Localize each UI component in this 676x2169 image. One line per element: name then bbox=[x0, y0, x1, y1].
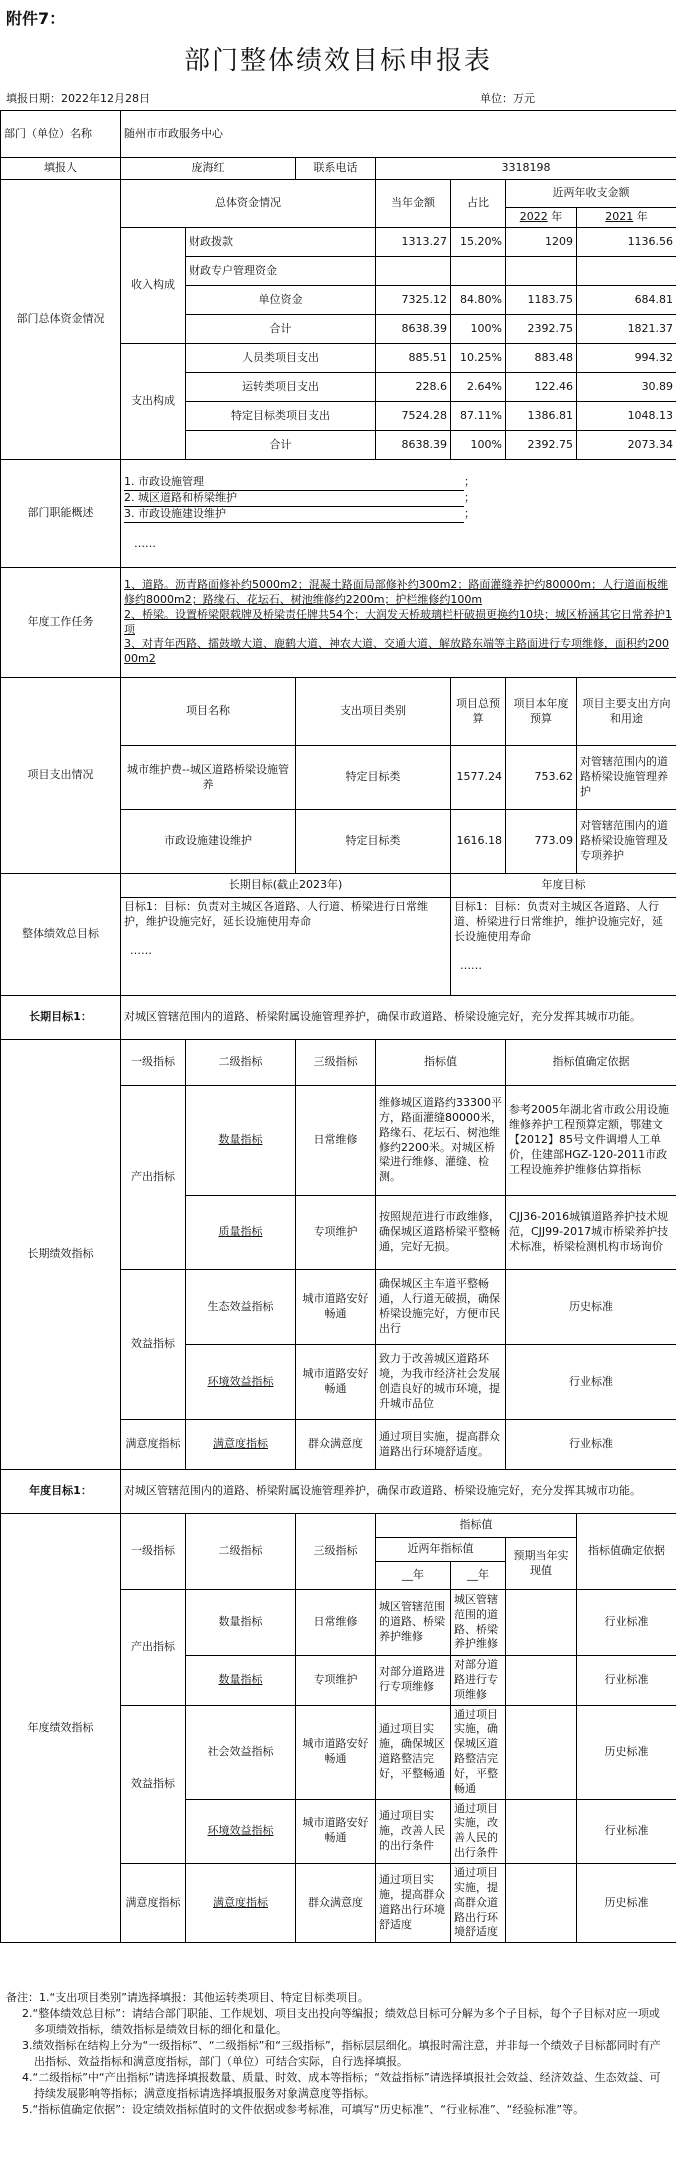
year-l2: 数量指标 bbox=[186, 1656, 296, 1706]
funds-overall-header: 总体资金情况 bbox=[121, 180, 376, 228]
year-l2: 满意度指标 bbox=[186, 1863, 296, 1942]
task-item: 1、道路。沥青路面修补约5000m2；混凝土路面局部修补约300m2；路面灌缝养护约80000m；人行道面板维修约8000m2；路缘石、花坛石、树池维修约2200m；护栏维修约100m bbox=[124, 577, 669, 606]
year-l2: 环境效益指标 bbox=[186, 1799, 296, 1863]
expend-name: 运转类项目支出 bbox=[186, 373, 376, 402]
income-ratio: 15.20% bbox=[451, 228, 506, 257]
expend-name: 特定目标类项目支出 bbox=[186, 402, 376, 431]
long-satisfy-label: 满意度指标 bbox=[121, 1420, 186, 1470]
year-value-b: 通过项目实施，确保城区道路整洁完好，平整畅通 bbox=[451, 1705, 506, 1799]
filler-label: 填报人 bbox=[1, 158, 121, 180]
long-value: 确保城区主车道平整畅通，人行道无破损，确保桥梁设施完好，方便市民出行 bbox=[376, 1270, 506, 1345]
year-expect bbox=[506, 1590, 577, 1656]
income-year1: 1183.75 bbox=[506, 286, 577, 315]
duty-label: 部门职能概述 bbox=[1, 460, 121, 568]
income-ratio bbox=[451, 257, 506, 286]
project-type: 特定目标类 bbox=[296, 746, 451, 810]
year-perf-recent-header: 近两年指标值 bbox=[376, 1538, 506, 1562]
expend-ratio: 100% bbox=[451, 431, 506, 460]
long-l3: 专项维护 bbox=[296, 1196, 376, 1270]
year-value-b: 对部分道路进行专项维修 bbox=[451, 1656, 506, 1706]
long-value: 致力于改善城区道路环境，为我市经济社会发展创造良好的城市环境，提升城市品位 bbox=[376, 1345, 506, 1420]
funds-current-header: 当年金额 bbox=[376, 180, 451, 228]
year-l3: 城市道路安好畅通 bbox=[296, 1799, 376, 1863]
dept-name: 随州市市政服务中心 bbox=[121, 111, 676, 158]
expend-name: 人员类项目支出 bbox=[186, 344, 376, 373]
year-perf-y2-header: __年 bbox=[451, 1562, 506, 1590]
long-perf-label: 长期绩效指标 bbox=[1, 1040, 121, 1470]
year-value-a: 通过项目实施，确保城区道路整洁完好，平整畅通 bbox=[376, 1705, 451, 1799]
year-basis: 历史标准 bbox=[577, 1863, 676, 1942]
year-perf-h1: 一级指标 bbox=[121, 1514, 186, 1590]
expend-year2: 1048.13 bbox=[577, 402, 676, 431]
overall-long-header: 长期目标(截止2023年) bbox=[121, 874, 451, 898]
year-basis: 行业标准 bbox=[577, 1799, 676, 1863]
year-expect bbox=[506, 1863, 577, 1942]
long-l3: 城市道路安好畅通 bbox=[296, 1270, 376, 1345]
long-perf-h2: 二级指标 bbox=[186, 1040, 296, 1086]
expend-amount: 7524.28 bbox=[376, 402, 451, 431]
expend-ratio: 2.64% bbox=[451, 373, 506, 402]
expend-label: 支出构成 bbox=[121, 344, 186, 460]
year-value-b: 通过项目实施，改善人民的出行条件 bbox=[451, 1799, 506, 1863]
note-item: 2.“整体绩效总目标”：请结合部门职能、工作规划、项目支出投向等编报；绩效总目标可分解为多个子目标，每个子目标对应一项或多项绩效指标，绩效指标是绩效目标的细化和量化。 bbox=[22, 2006, 660, 2036]
year-l3: 专项维护 bbox=[296, 1656, 376, 1706]
filler-value: 庞海红 bbox=[121, 158, 296, 180]
long-l2: 生态效益指标 bbox=[186, 1270, 296, 1345]
expend-year1: 2392.75 bbox=[506, 431, 577, 460]
funds-recent-header: 近两年收支金额 bbox=[506, 180, 676, 208]
long-perf-h3: 三级指标 bbox=[296, 1040, 376, 1086]
long-l2: 质量指标 bbox=[186, 1196, 296, 1270]
funds-ratio-header: 占比 bbox=[451, 180, 506, 228]
year-basis: 历史标准 bbox=[577, 1705, 676, 1799]
year-goal-text: 对城区管辖范围内的道路、桥梁附属设施管理养护，确保市政道路、桥梁设施完好，充分发挥其城市功能。 bbox=[121, 1470, 676, 1514]
expend-total-label: 合计 bbox=[186, 431, 376, 460]
expend-ratio: 87.11% bbox=[451, 402, 506, 431]
project-use: 对管辖范围内的道路桥梁设施管理养护 bbox=[577, 746, 676, 810]
year-effect-label: 效益指标 bbox=[121, 1705, 186, 1863]
long-basis: 历史标准 bbox=[506, 1270, 676, 1345]
expend-year1: 1386.81 bbox=[506, 402, 577, 431]
expend-year2: 2073.34 bbox=[577, 431, 676, 460]
expend-year1: 122.46 bbox=[506, 373, 577, 402]
year-l3: 日常维修 bbox=[296, 1590, 376, 1656]
long-perf-h5: 指标值确定依据 bbox=[506, 1040, 676, 1086]
year-l3: 群众满意度 bbox=[296, 1863, 376, 1942]
long-basis: CJJ36-2016城镇道路养护技术规范，CJJ99-2017城市桥梁养护技术标准，桥梁检测机构市场询价 bbox=[506, 1196, 676, 1270]
unit-label: 单位：万元 bbox=[480, 92, 535, 105]
income-ratio: 84.80% bbox=[451, 286, 506, 315]
year-value-b: 通过项目实施，提高群众道路出行环境舒适度 bbox=[451, 1863, 506, 1942]
income-year2: 1821.37 bbox=[577, 315, 676, 344]
phone-value: 3318198 bbox=[376, 158, 676, 180]
phone-label: 联系电话 bbox=[296, 158, 376, 180]
project-name: 城市维护费--城区道路桥梁设施管养 bbox=[121, 746, 296, 810]
task-item: 2、桥梁。设置桥梁限载牌及桥梁责任牌共54个；大润发天桥玻璃栏杆破损更换约10块；城区桥涵其它日常养护1项 bbox=[124, 607, 672, 636]
project-year-budget: 753.62 bbox=[506, 746, 577, 810]
year-satisfy-label: 满意度指标 bbox=[121, 1863, 186, 1942]
year-basis: 行业标准 bbox=[577, 1590, 676, 1656]
year-perf-basis-header: 指标值确定依据 bbox=[577, 1514, 676, 1590]
overall-year-header: 年度目标 bbox=[451, 874, 676, 898]
year-expect bbox=[506, 1705, 577, 1799]
duty-content: 1. 市政设施管理 ； 2. 城区道路和桥梁维护 ； 3. 市政设施建设维护 ； …… bbox=[121, 460, 676, 568]
year-l3: 城市道路安好畅通 bbox=[296, 1705, 376, 1799]
task-item: 3、对青年西路、擂鼓墩大道、鹿鹤大道、神农大道、交通大道、解放路东端等主路面进行专项维修，面积约20000m2 bbox=[124, 637, 669, 666]
duty-item: 1. 市政设施管理 bbox=[124, 475, 464, 491]
year-value-a: 对部分道路进行专项维修 bbox=[376, 1656, 451, 1706]
income-name: 财政专户管理资金 bbox=[186, 257, 376, 286]
long-value: 通过项目实施，提高群众道路出行环境舒适度。 bbox=[376, 1420, 506, 1470]
notes bbox=[6, 1990, 670, 2118]
expend-year2: 994.32 bbox=[577, 344, 676, 373]
expend-year1: 883.48 bbox=[506, 344, 577, 373]
note-item: 3.绩效指标在结构上分为“一级指标”、“二级指标”和“三级指标”，指标层层细化。填报时需注意，并非每一个绩效子目标都同时有产出指标、效益指标和满意度指标，部门（单位）可结合实际，自行选择填报。 bbox=[22, 2038, 661, 2068]
year-perf-expect-header: 预期当年实现值 bbox=[506, 1538, 577, 1590]
year-expect bbox=[506, 1799, 577, 1863]
income-amount: 7325.12 bbox=[376, 286, 451, 315]
long-goal-text: 对城区管辖范围内的道路、桥梁附属设施管理养护，确保市政道路、桥梁设施完好，充分发挥其城市功能。 bbox=[121, 996, 676, 1040]
dept-name-label: 部门（单位）名称 bbox=[1, 111, 121, 158]
income-year1: 1209 bbox=[506, 228, 577, 257]
project-year-budget: 773.09 bbox=[506, 810, 577, 874]
income-year2 bbox=[577, 257, 676, 286]
income-amount bbox=[376, 257, 451, 286]
long-output-label: 产出指标 bbox=[121, 1086, 186, 1270]
income-year1 bbox=[506, 257, 577, 286]
attachment-label: 附件7： bbox=[6, 9, 66, 28]
year-value-a: 城区管辖范围的道路、桥梁养护维修 bbox=[376, 1590, 451, 1656]
long-l3: 城市道路安好畅通 bbox=[296, 1345, 376, 1420]
year-l2: 社会效益指标 bbox=[186, 1705, 296, 1799]
income-label: 收入构成 bbox=[121, 228, 186, 344]
income-year1: 2392.75 bbox=[506, 315, 577, 344]
expend-year2: 30.89 bbox=[577, 373, 676, 402]
year-output-label: 产出指标 bbox=[121, 1590, 186, 1706]
long-l2: 数量指标 bbox=[186, 1086, 296, 1196]
overall-label: 整体绩效总目标 bbox=[1, 874, 121, 996]
note-item: 5.“指标值确定依据”：设定绩效指标值时的文件依据或参考标准，可填写“历史标准”、“行业标准”、“经验标准”等。 bbox=[22, 2102, 585, 2116]
year-expect bbox=[506, 1656, 577, 1706]
income-ratio: 100% bbox=[451, 315, 506, 344]
tasks-label: 年度工作任务 bbox=[1, 568, 121, 678]
project-budget: 1616.18 bbox=[451, 810, 506, 874]
year-perf-y1-header: __年 bbox=[376, 1562, 451, 1590]
project-budget-header: 项目总预算 bbox=[451, 678, 506, 746]
funds-year2-header: 2021 年 bbox=[577, 208, 676, 228]
note-title: 备注：1.“支出项目类别”请选择填报：其他运转类项目、特定目标类项目。 bbox=[6, 1991, 369, 2004]
long-l3: 日常维修 bbox=[296, 1086, 376, 1196]
income-name: 财政拨款 bbox=[186, 228, 376, 257]
project-budget: 1577.24 bbox=[451, 746, 506, 810]
project-name: 市政设施建设维护 bbox=[121, 810, 296, 874]
long-value: 按照规范进行市政维修，确保城区道路桥梁平整畅通，完好无损。 bbox=[376, 1196, 506, 1270]
long-basis: 参考2005年湖北省市政公用设施维修养护工程预算定额，鄂建文【2012】85号文件调增人工单价，住建部HGZ-120-2011市政工程设施养护维修估算指标 bbox=[506, 1086, 676, 1196]
long-perf-h1: 一级指标 bbox=[121, 1040, 186, 1086]
long-goal-label: 长期目标1： bbox=[1, 996, 121, 1040]
project-type: 特定目标类 bbox=[296, 810, 451, 874]
year-goal-label: 年度目标1： bbox=[1, 1470, 121, 1514]
overall-year-text: 目标1：目标：负责对主城区各道路、人行道、桥梁进行日常维护，维护设施完好，延长设施使用寿命 …… bbox=[451, 898, 676, 996]
income-name: 单位资金 bbox=[186, 286, 376, 315]
duty-more: …… bbox=[134, 536, 156, 550]
note-item: 4.“二级指标”中“产出指标”请选择填报数量、质量、时效、成本等指标；“效益指标”请选择填报社会效益、经济效益、生态效益、可持续发展影响等指标；满意度指标请选择填报服务对象满意度等指标。 bbox=[22, 2070, 661, 2100]
year-l2: 数量指标 bbox=[186, 1590, 296, 1656]
expend-ratio: 10.25% bbox=[451, 344, 506, 373]
tasks-content bbox=[121, 568, 676, 678]
project-type-header: 支出项目类别 bbox=[296, 678, 451, 746]
project-use: 对管辖范围内的道路桥梁设施管理及专项养护 bbox=[577, 810, 676, 874]
long-l2: 环境效益指标 bbox=[186, 1345, 296, 1420]
income-total-label: 合计 bbox=[186, 315, 376, 344]
income-year2: 684.81 bbox=[577, 286, 676, 315]
page-title: 部门整体绩效目标申报表 bbox=[183, 46, 492, 76]
year-basis: 行业标准 bbox=[577, 1656, 676, 1706]
project-name-header: 项目名称 bbox=[121, 678, 296, 746]
expend-amount: 8638.39 bbox=[376, 431, 451, 460]
funds-section-label: 部门总体资金情况 bbox=[1, 180, 121, 460]
project-use-header: 项目主要支出方向和用途 bbox=[577, 678, 676, 746]
long-value: 维修城区道路约33300平方，路面灌缝80000米，路缘石、花坛石、树池维修约2200米。对城区桥梁进行维修、灌缝、检测。 bbox=[376, 1086, 506, 1196]
expend-amount: 885.51 bbox=[376, 344, 451, 373]
funds-year1-header: 2022 年 bbox=[506, 208, 577, 228]
long-l2: 满意度指标 bbox=[186, 1420, 296, 1470]
year-perf-value-header: 指标值 bbox=[376, 1514, 577, 1538]
report-date: 填报日期：2022年12月28日 bbox=[6, 92, 150, 105]
duty-item: 2. 城区道路和桥梁维护 bbox=[124, 491, 464, 507]
income-year2: 1136.56 bbox=[577, 228, 676, 257]
long-effect-label: 效益指标 bbox=[121, 1270, 186, 1420]
long-basis: 行业标准 bbox=[506, 1345, 676, 1420]
overall-long-text: 目标1：目标：负责对主城区各道路、人行道、桥梁进行日常维护，维护设施完好，延长设施使用寿命 …… bbox=[121, 898, 451, 996]
year-perf-h3: 三级指标 bbox=[296, 1514, 376, 1590]
projects-label: 项目支出情况 bbox=[1, 678, 121, 874]
year-value-a: 通过项目实施，改善人民的出行条件 bbox=[376, 1799, 451, 1863]
year-perf-label: 年度绩效指标 bbox=[1, 1514, 121, 1943]
long-perf-h4: 指标值 bbox=[376, 1040, 506, 1086]
income-amount: 1313.27 bbox=[376, 228, 451, 257]
year-value-a: 通过项目实施，提高群众道路出行环境舒适度 bbox=[376, 1863, 451, 1942]
year-perf-h2: 二级指标 bbox=[186, 1514, 296, 1590]
duty-item: 3. 市政设施建设维护 bbox=[124, 507, 464, 523]
project-year-budget-header: 项目本年度预算 bbox=[506, 678, 577, 746]
long-basis: 行业标准 bbox=[506, 1420, 676, 1470]
expend-amount: 228.6 bbox=[376, 373, 451, 402]
year-value-b: 城区管辖范围的道路、桥梁养护维修 bbox=[451, 1590, 506, 1656]
performance-table bbox=[0, 110, 676, 1943]
long-l3: 群众满意度 bbox=[296, 1420, 376, 1470]
income-amount: 8638.39 bbox=[376, 315, 451, 344]
